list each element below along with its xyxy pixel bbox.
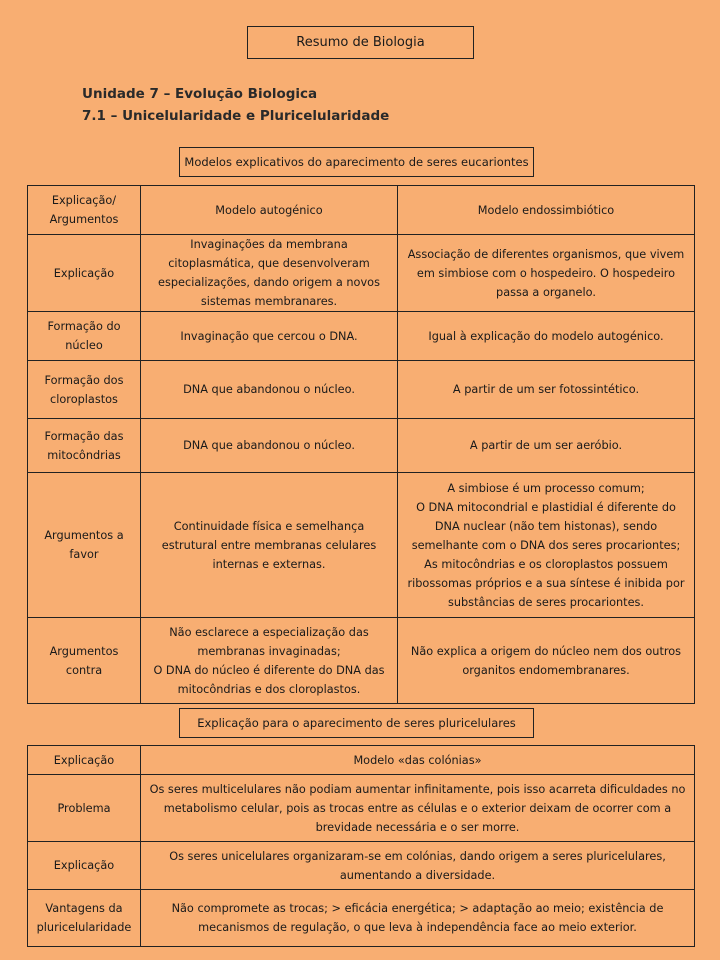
table-header-row xyxy=(28,746,695,775)
row-label: Explicação xyxy=(28,235,141,312)
eukaryote-models-table xyxy=(27,185,695,704)
autogenic-cell: DNA que abandonou o núcleo. xyxy=(141,419,398,473)
colony-model-cell: Os seres unicelulares organizaram-se em colónias, dando origem a seres pluricelulares, aumentando a diversidade. xyxy=(141,842,695,890)
autogenic-cell: Continuidade física e semelhança estrutural entre membranas celulares internas e externas. xyxy=(141,473,398,618)
endosymbiotic-cell: Não explica a origem do núcleo nem dos outros organitos endomembranares. xyxy=(398,618,695,704)
row-label: Formação dos cloroplastos xyxy=(28,361,141,419)
column-header: Explicação/ Argumentos xyxy=(28,186,141,235)
unit-heading: Unidade 7 – Evolução Biologica xyxy=(82,86,318,102)
endosymbiotic-cell: A partir de um ser aeróbio. xyxy=(398,419,695,473)
endosymbiotic-cell: Igual à explicação do modelo autogénico. xyxy=(398,312,695,361)
table-row xyxy=(28,842,695,890)
row-label: Formação do núcleo xyxy=(28,312,141,361)
row-label: Argumentos contra xyxy=(28,618,141,704)
endosymbiotic-cell: A partir de um ser fotossintético. xyxy=(398,361,695,419)
table-row xyxy=(28,618,695,704)
row-label: Vantagens da pluricelularidade xyxy=(28,890,141,947)
autogenic-cell: Não esclarece a especialização das membranas invaginadas; O DNA do núcleo é diferente do DNA das mitocôndrias e dos cloroplastos. xyxy=(141,618,398,704)
table-row xyxy=(28,419,695,473)
autogenic-cell: Invaginações da membrana citoplasmática, que desenvolveram especializações, dando origem a novos sistemas membranares. xyxy=(141,235,398,312)
endosymbiotic-cell: A simbiose é um processo comum; O DNA mitocondrial e plastidial é diferente do DNA nuclear (não tem histonas), sendo semelhante com o DNA dos seres procariontes; As mitocôndrias e os cloroplastos possuem ribossomas próprios e a sua síntese é inibida por substâncias de seres procariontes. xyxy=(398,473,695,618)
colony-model-cell: Os seres multicelulares não podiam aumentar infinitamente, pois isso acarreta dificuldades no metabolismo celular, pois as trocas entre as células e o exterior deixam de ocorrer com a brevidade necessária e o ser morre. xyxy=(141,775,695,842)
table-row xyxy=(28,890,695,947)
table-row xyxy=(28,312,695,361)
endosymbiotic-cell: Associação de diferentes organismos, que vivem em simbiose com o hospedeiro. O hospedeiro passa a organelo. xyxy=(398,235,695,312)
table-row xyxy=(28,473,695,618)
autogenic-cell: DNA que abandonou o núcleo. xyxy=(141,361,398,419)
column-header: Modelo autogénico xyxy=(141,186,398,235)
multicellular-model-table xyxy=(27,745,695,947)
section-heading: 7.1 – Unicelularidade e Pluricelularidade xyxy=(82,108,390,124)
table-row xyxy=(28,775,695,842)
column-header: Modelo «das colónias» xyxy=(141,746,695,775)
multicellular-table-caption: Explicação para o aparecimento de seres pluricelulares xyxy=(179,708,534,738)
row-label: Formação das mitocôndrias xyxy=(28,419,141,473)
autogenic-cell: Invaginação que cercou o DNA. xyxy=(141,312,398,361)
table-header-row xyxy=(28,186,695,235)
row-label: Explicação xyxy=(28,842,141,890)
document-title: Resumo de Biologia xyxy=(247,26,474,59)
column-header: Explicação xyxy=(28,746,141,775)
colony-model-cell: Não compromete as trocas; > eficácia energética; > adaptação ao meio; existência de mecanismos de regulação, o que leva à independência face ao meio exterior. xyxy=(141,890,695,947)
column-header: Modelo endossimbiótico xyxy=(398,186,695,235)
table-row xyxy=(28,361,695,419)
row-label: Argumentos a favor xyxy=(28,473,141,618)
table-row xyxy=(28,235,695,312)
row-label: Problema xyxy=(28,775,141,842)
eukaryote-table-caption: Modelos explicativos do aparecimento de seres eucariontes xyxy=(179,147,534,177)
